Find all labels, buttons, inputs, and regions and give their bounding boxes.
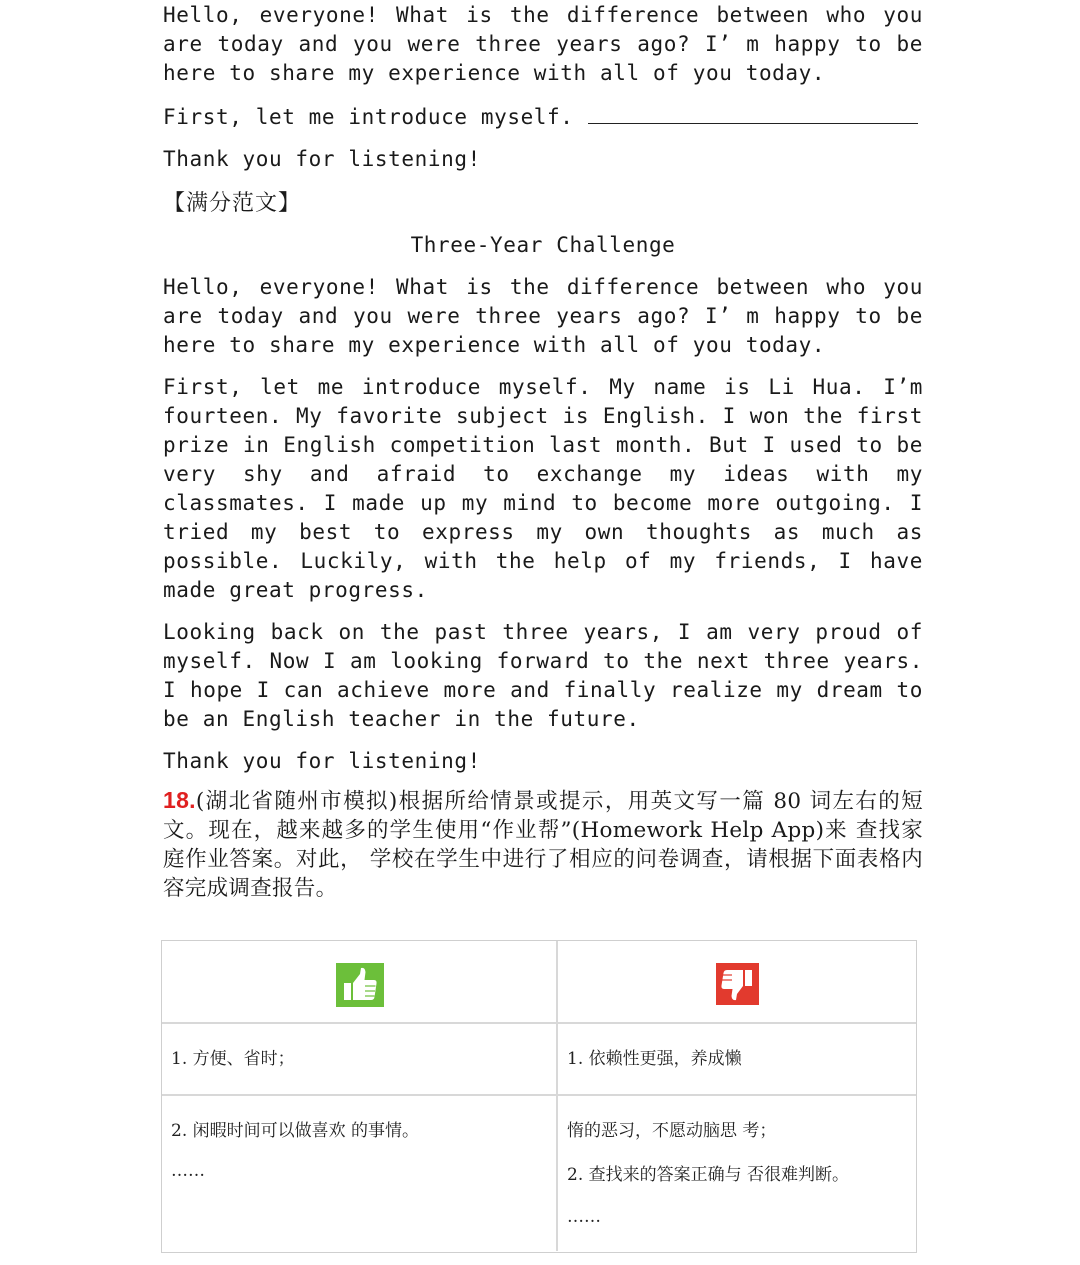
task-number: 18.	[163, 787, 196, 813]
prompt-closing: Thank you for listening!	[163, 147, 481, 171]
model-essay-heading: 【满分范文】	[163, 191, 302, 216]
table-row	[162, 1022, 916, 1096]
cons-item: 2. 查找来的答案正确与 否很难判断。	[567, 1165, 850, 1185]
survey-table	[161, 940, 917, 1253]
essay-paragraph: Looking back on the past three years, I am very proud of myself. Now I am looking forward to the next three years. I hope I can achieve more and finally realize my dream to be an English teacher in the future.	[163, 620, 923, 731]
essay-closing: Thank you for listening!	[163, 749, 481, 773]
essay-paragraph: First, let me introduce myself. My name is Li Hua. I’m fourteen. My favorite subject is English. I won the first prize in English competition last month. But I used to be very shy and afraid to exchange my ideas with my classmates. I made up my mind to become more outgoing. I tried my best to express my own thoughts as much as possible. Luckily, with the help of my friends, I have made great progress.	[163, 375, 923, 602]
table-header-row	[162, 941, 916, 1024]
prompt-intro: Hello, everyone! What is the difference between who you are today and you were three years ago? I’ m happy to be here to share my experience with all of you today.	[163, 3, 923, 85]
table-row	[162, 1094, 916, 1251]
pros-header-cell	[162, 941, 558, 1022]
cons-item-continued: 惰的恶习，不愿动脑思 考；	[567, 1121, 777, 1141]
pros-cell	[162, 1094, 558, 1251]
cons-cell	[558, 1022, 916, 1094]
cons-more: ……	[567, 1207, 601, 1227]
cons-header-cell	[558, 941, 916, 1022]
prompt-first-line	[163, 101, 923, 132]
pros-cell	[162, 1022, 558, 1094]
document-page	[163, 0, 923, 903]
thumbs-up-icon	[336, 963, 384, 1012]
pros-item: 2. 闲暇时间可以做喜欢 的事情。	[171, 1121, 420, 1141]
pros-item: 1. 方便、省时；	[171, 1049, 295, 1069]
task-text: (湖北省随州市模拟)根据所给情景或提示，用英文写一篇 80 词左右的短文。现在，越来越多的学生使用“作业帮”(Homework Help App)来 查找家庭作业答案。对此， 学校在学生中进行了相应的问卷调查，请根据下面表格内容完成调查报告。	[163, 789, 923, 901]
thumbs-down-icon	[716, 963, 759, 1010]
answer-blank	[588, 101, 918, 124]
essay-paragraph: Hello, everyone! What is the difference between who you are today and you were three years ago? I’ m happy to be here to share my experience with all of you today.	[163, 275, 923, 357]
pros-more: ……	[171, 1161, 205, 1181]
cons-cell	[558, 1094, 916, 1251]
essay-title: Three-Year Challenge	[410, 233, 676, 257]
task-prompt	[163, 786, 923, 903]
cons-item: 1. 依赖性更强，养成懒	[567, 1049, 742, 1069]
prompt-first-line-text: First, let me introduce myself.	[163, 105, 574, 129]
